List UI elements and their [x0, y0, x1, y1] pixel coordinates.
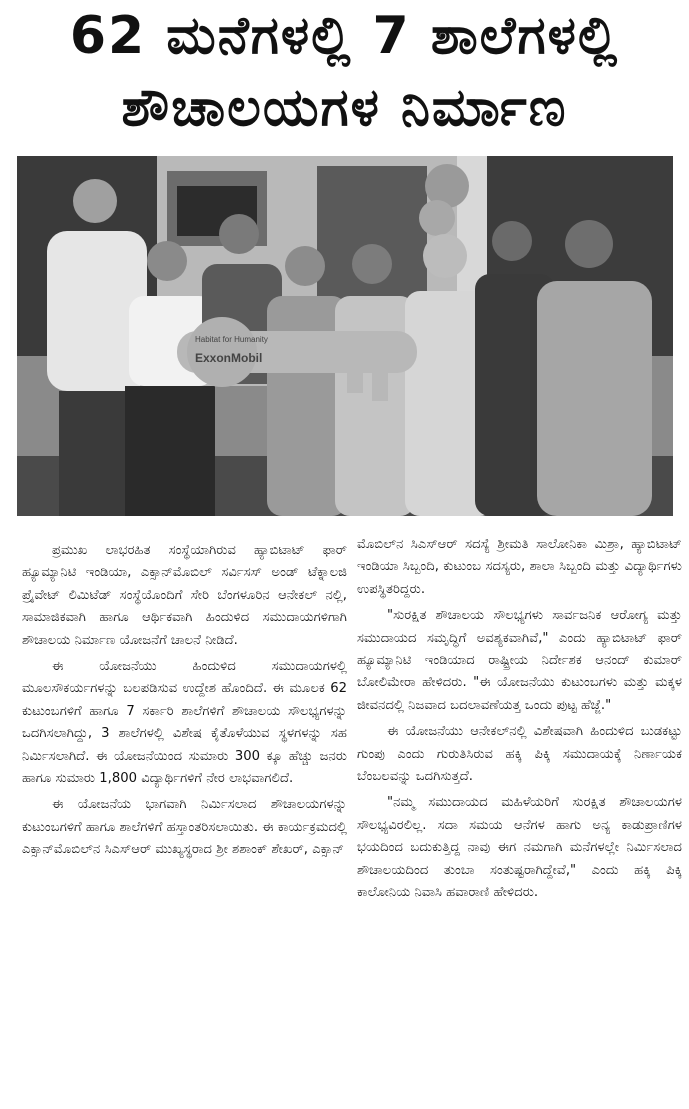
paragraph: ಪ್ರಮುಖ ಲಾಭರಹಿತ ಸಂಸ್ಥೆಯಾಗಿರುವ ಹ್ಯಾಬಿಟಾಟ್ ಫಾರ್ ಹ್ಯೂಮ್ಯಾನಿಟಿ ಇಂಡಿಯಾ, ಎಕ್ಸಾನ್‌ಮೊಬಿಲ್ ಸರ್ವಿಸಸ್ ಅಂಡ್ ಟೆಕ್ನಾಲಜಿ ಪ್ರೈವೇಟ್ ಲಿಮಿಟೆಡ್ ಸಂಸ್ಥೆಯೊಂದಿಗೆ ಸೇರಿ ಬೆಂಗಳೂರಿನ ಆನೇಕಲ್ ನಲ್ಲಿ, ಸಾಮಾಜಿಕವಾಗಿ ಹಾಗೂ ಆರ್ಥಿಕವಾಗಿ ಹಿಂದುಳಿದ ಸಮುದಾಯಗಳಿಗಾಗಿ ಶೌಚಾಲಯ ನಿರ್ಮಾಣ ಯೋಜನೆಗೆ ಚಾಲನೆ ನೀಡಿದೆ. — [22, 543, 347, 648]
key-brand-2: Habitat for Humanity — [195, 335, 268, 344]
headline-line-1: 62 ಮನೆಗಳಲ್ಲಿ 7 ಶಾಲೆಗಳಲ್ಲಿ — [69, 6, 620, 66]
key-brand: ExxonMobil — [195, 351, 263, 365]
news-photo — [17, 156, 673, 516]
paragraph: ಮೊಬಿಲ್‌ನ ಸಿಎಸ್‌ಆರ್ ಸದಸ್ಯೆ ಶ್ರೀಮತಿ ಸಾಲೋನಿಕಾ ಮಿಶ್ರಾ, ಹ್ಯಾಬಿಟಾಟ್ ಇಂಡಿಯಾ ಸಿಬ್ಬಂದಿ, ಕುಟುಂಬ ಸದಸ್ಯರು, ಶಾಲಾ ಸಿಬ್ಬಂದಿ ಮತ್ತು ವಿದ್ಯಾರ್ಥಿಗಳು ಉಪಸ್ಥಿತರಿದ್ದರು. — [357, 537, 682, 597]
photo-illustration — [17, 156, 673, 516]
paragraph: "ಸುರಕ್ಷಿತ ಶೌಚಾಲಯ ಸೌಲಭ್ಯಗಳು ಸಾರ್ವಜನಿಕ ಆರೋಗ್ಯ ಮತ್ತು ಸಮುದಾಯದ ಸಮೃದ್ಧಿಗೆ ಅವಶ್ಯಕವಾಗಿವೆ," ಎಂದು ಹ್ಯಾಬಿಟಾಟ್ ಫಾರ್ ಹ್ಯೂಮ್ಯಾನಿಟಿ ಇಂಡಿಯಾದ ರಾಷ್ಟ್ರೀಯ ನಿರ್ದೇಶಕ ಆನಂದ್ ಕುಮಾರ್ ಬೋಲಿಮೇರಾ ಹೇಳಿದರು. "ಈ ಯೋಜನೆಯು ಕುಟುಂಬಗಳು ಮತ್ತು ಮಕ್ಕಳ ಜೀವನದಲ್ಲಿ ನಿಜವಾದ ಬದಲಾವಣೆಯತ್ತ ಒಂದು ಪುಟ್ಟ ಹೆಜ್ಜೆ." — [357, 608, 683, 713]
paragraph: ಈ ಯೋಜನೆಯು ಹಿಂದುಳಿದ ಸಮುದಾಯಗಳಲ್ಲಿ ಮೂಲಸೌಕರ್ಯಗಳನ್ನು ಬಲಪಡಿಸುವ ಉದ್ದೇಶ ಹೊಂದಿದೆ. ಈ ಮೂಲಕ 62 ಕುಟುಂಬಗಳಿಗೆ ಹಾಗೂ 7 ಸರ್ಕಾರಿ ಶಾಲೆಗಳಿಗೆ ಶೌಚಾಲಯ ಸೌಲಭ್ಯಗಳನ್ನು ಒದಗಿಸಲಾಗಿದ್ದು, 3 ಶಾಲೆಗಳಲ್ಲಿ ವಿಶೇಷ ಕೈತೊಳೆಯುವ ಸ್ಥಳಗಳನ್ನು ಸಹ ನಿರ್ಮಿಸಲಾಗಿದೆ. ಈ ಯೋಜನೆಯಿಂದ ಸುಮಾರು 300 ಕ್ಕೂ ಹೆಚ್ಚು ಜನರು ಹಾಗೂ ಸುಮಾರು 1,800 ವಿದ್ಯಾರ್ಥಿಗಳಿಗೆ ನೇರ ಲಾಭವಾಗಲಿದೆ. — [22, 659, 347, 787]
paragraph: ಈ ಯೋಜನೆಯು ಆನೇಕಲ್‌ನಲ್ಲಿ ವಿಶೇಷವಾಗಿ ಹಿಂದುಳಿದ ಬುಡಕಟ್ಟು ಗುಂಪು ಎಂದು ಗುರುತಿಸಿರುವ ಹಕ್ಕಿ ಪಿಕ್ಕಿ ಸಮುದಾಯಕ್ಕೆ ನಿರ್ಣಾಯಕ ಬೆಂಬಲವನ್ನು ಒದಗಿಸುತ್ತದೆ. — [357, 724, 682, 785]
paragraph: ಈ ಯೋಜನೆಯ ಭಾಗವಾಗಿ ನಿರ್ಮಿಸಲಾದ ಶೌಚಾಲಯಗಳನ್ನು ಕುಟುಂಬಗಳಿಗೆ ಹಾಗೂ ಶಾಲೆಗಳಿಗೆ ಹಸ್ತಾಂತರಿಸಲಾಯಿತು. ಈ ಕಾರ್ಯಕ್ರಮದಲ್ಲಿ ಎಕ್ಸಾನ್‌ಮೊಬಿಲ್‌ನ ಸಿಎಸ್‌ಆರ್ ಮುಖ್ಯಸ್ಥರಾದ ಶ್ರೀ ಶಶಾಂಕ್ ಶೇಖರ್, ಎಕ್ಸಾನ್ — [22, 797, 347, 858]
article-column-right — [357, 534, 682, 909]
headline-line-2: ಶೌಚಾಲಯಗಳ ನಿರ್ಮಾಣ — [121, 78, 568, 138]
paragraph: "ನಮ್ಮ ಸಮುದಾಯದ ಮಹಿಳೆಯರಿಗೆ ಸುರಕ್ಷಿತ ಶೌಚಾಲಯಗಳ ಸೌಲಭ್ಯವಿರಲಿಲ್ಲ. ಸದಾ ಸಮಯ ಆನೆಗಳ ಹಾಗು ಅನ್ಯ ಕಾಡುಪ್ರಾಣಿಗಳ ಭಯದಿಂದ ಬದುಕುತ್ತಿದ್ದ ನಾವು ಈಗ ನಮಗಾಗಿ ಮನೆಗಳಲ್ಲೇ ನಿರ್ಮಿಸಲಾದ ಶೌಚಾಲಯದಿಂದ ತುಂಬಾ ಸಂತುಷ್ಟರಾಗಿದ್ದೇವೆ," ಎಂದು ಹಕ್ಕಿ ಪಿಕ್ಕಿ ಕಾಲೋನಿಯ ನಿವಾಸಿ ಹವಾರಾಣಿ ಹೇಳಿದರು. — [357, 795, 682, 901]
article-column-left — [22, 540, 347, 866]
headline — [0, 0, 689, 148]
